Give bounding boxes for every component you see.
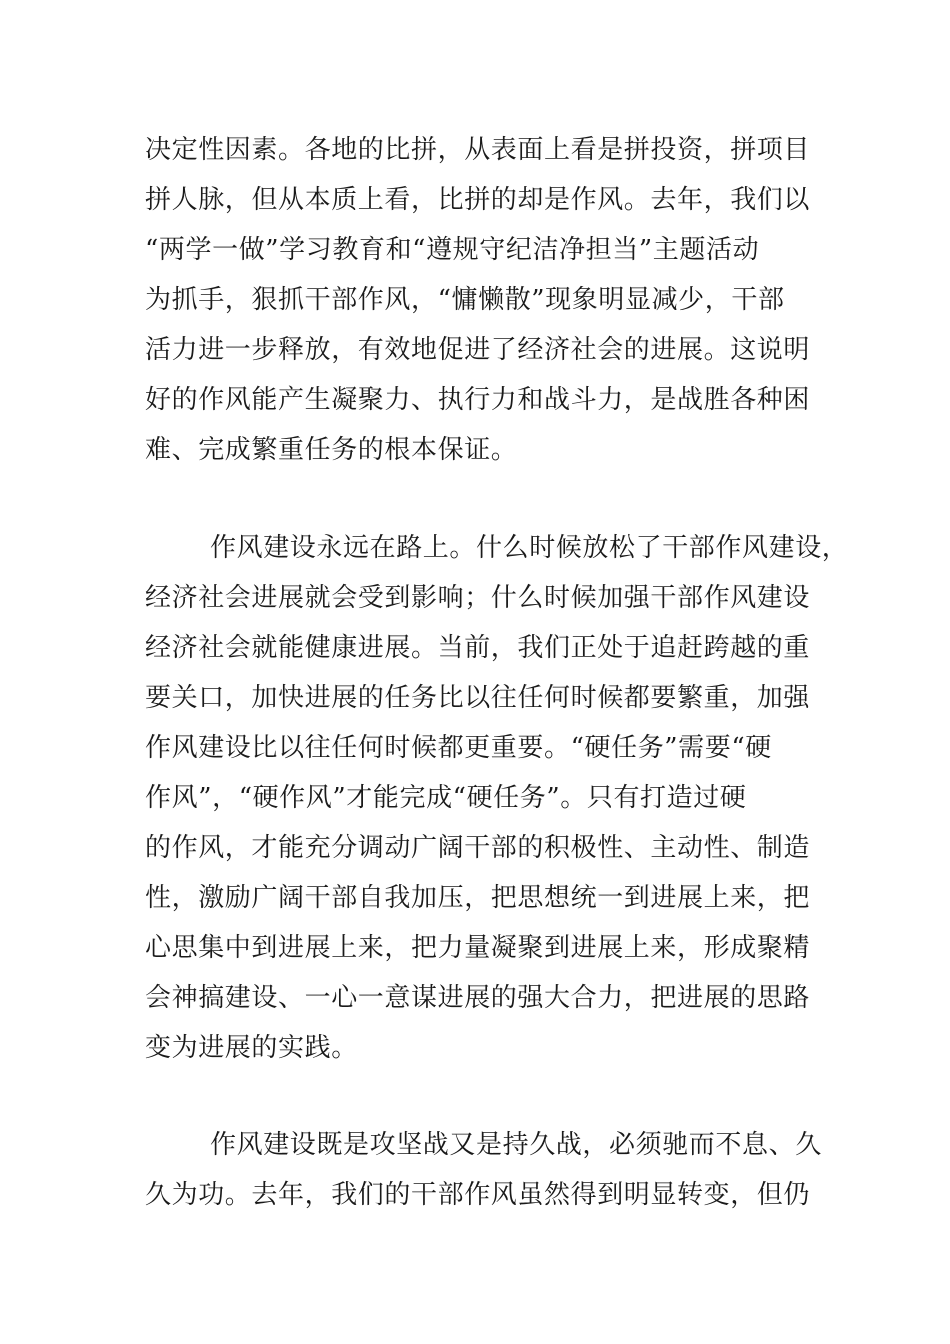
text-line: 的作风，才能充分调动广阔干部的积极性、主动性、制造 [145,833,811,863]
text-line: “两学一做”学习教育和“遵规守纪洁净担当”主题活动 [145,235,760,265]
text-line: 作风建设永远在路上。什么时候放松了干部作风建设， [210,533,849,563]
text-line: 经济社会进展就会受到影响；什么时候加强干部作风建设 [145,583,811,613]
text-line: 决定性因素。各地的比拼，从表面上看是拼投资，拼项目 [145,135,811,165]
text-line: 作风建设既是攻坚战又是持久战，必须驰而不息、久 [210,1130,822,1160]
text-line: 性，激励广阔干部自我加压，把思想统一到进展上来，把 [145,883,811,913]
text-line: 活力进一步释放，有效地促进了经济社会的进展。这说明 [145,335,811,365]
text-line: 会神搞建设、一心一意谋进展的强大合力，把进展的思路 [145,983,811,1013]
text-line: 心思集中到进展上来，把力量凝聚到进展上来，形成聚精 [145,933,811,963]
text-line: 难、完成繁重任务的根本保证。 [145,435,518,465]
text-line: 作风建设比以往任何时候都更重要。“硬任务”需要“硬 [145,733,772,763]
text-line: 要关口，加快进展的任务比以往任何时候都要繁重，加强 [145,683,811,713]
text-line: 拼人脉，但从本质上看，比拼的却是作风。去年，我们以 [145,185,811,215]
text-line: 为抓手，狠抓干部作风，“慵懒散”现象明显减少，干部 [145,285,785,315]
text-line: 好的作风能产生凝聚力、执行力和战斗力，是战胜各种困 [145,385,811,415]
text-line: 作风”，“硬作风”才能完成“硬任务”。只有打造过硬 [145,783,747,813]
text-line: 久为功。去年，我们的干部作风虽然得到明显转变，但仍 [145,1180,811,1210]
text-line: 变为进展的实践。 [145,1033,358,1063]
text-line: 经济社会就能健康进展。当前，我们正处于追赶跨越的重 [145,633,811,663]
